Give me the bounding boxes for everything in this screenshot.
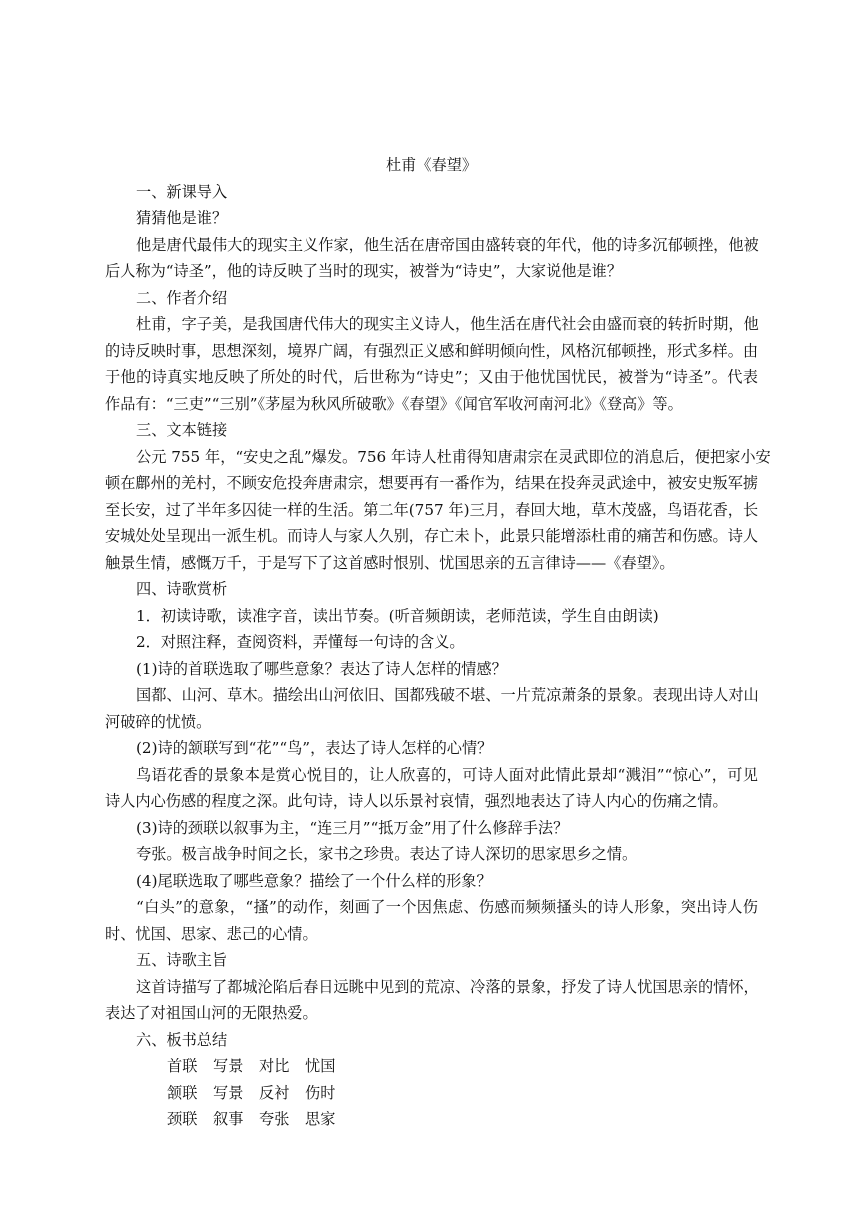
board-cell: 对比 [259,1057,290,1075]
board-cell: 夸张 [259,1110,290,1128]
answer-line: 鸟语花香的景象本是赏心悦目的，让人欣喜的，可诗人面对此情此景却“溅泪”“惊心”，可见 [136,765,758,784]
board-cell: 反衬 [259,1083,290,1102]
paragraph-line: 他是唐代最伟大的现实主义作家，他生活在唐帝国由盛转衰的年代，他的诗多沉郁顿挫，他被 [136,235,759,254]
list-item: 2．对照注释，查阅资料，弄懂每一句诗的含义。 [136,633,465,651]
answer-line: 夸张。极言战争时间之长，家书之珍贵。表达了诗人深切的思家思乡之情。 [136,845,638,863]
paragraph-line: 表达了对祖国山河的无限热爱。 [105,1004,318,1022]
answer-line: 时、忧国、思家、悲己的心情。 [105,924,318,943]
section-heading: 五、诗歌主旨 [136,951,228,969]
board-cell: 写景 [213,1083,244,1102]
paragraph-line: 后人称为“诗圣”，他的诗反映了当时的现实，被誉为“诗史”，大家说他是谁？ [105,262,623,280]
question: (2)诗的颔联写到“花”“鸟”，表达了诗人怎样的心情？ [136,739,493,757]
question: (4)尾联选取了哪些意象？描绘了一个什么样的形象？ [136,871,492,890]
board-row [105,1106,758,1133]
question: (1)诗的首联选取了哪些意象？表达了诗人怎样的情感？ [136,659,507,678]
list-item: 1．初读诗歌，读准字音，读出节奏。(听音频朗读，老师范读，学生自由朗读) [136,606,659,625]
section-heading: 六、板书总结 [136,1030,228,1049]
board-cell: 叙事 [213,1110,244,1128]
paragraph-line: 安城处处呈现出一派生机。而诗人与家人久别，存亡未卜，此景只能增添杜甫的痛苦和伤感。诗人 [105,527,759,545]
question: (3)诗的颈联以叙事为主，“连三月”“抵万金”用了什么修辞手法？ [136,818,569,837]
paragraph-line: 触景生情，感慨万千，于是写下了这首感时恨别、忧国思亲的五言律诗——《春望》。 [105,553,675,572]
paragraph-line: 公元 755 年，“安史之乱”爆发。756 年诗人杜甫得知唐肃宗在灵武即位的消息后，便把家小安 [136,447,771,466]
paragraph-line: 杜甫，字子美，是我国唐代伟大的现实主义诗人，他生活在唐代社会由盛而衰的转折时期，他 [136,315,759,333]
document-title: 杜甫《春望》 [385,156,478,174]
board-cell: 忧国 [305,1057,336,1075]
paragraph-line: 这首诗描写了都城沦陷后春日远眺中见到的荒凉、冷落的景象，抒发了诗人忧国思亲的情怀， [136,977,759,996]
paragraph-line: 的诗反映时事，思想深刻，境界广阔，有强烈正义感和鲜明倾向性，风格沉郁顿挫，形式多样。由 [105,341,759,360]
paragraph-line: 至长安，过了半年多囚徒一样的生活。第二年(757 年)三月，春回大地，草木茂盛，鸟语花香，长 [105,500,759,519]
answer-line: “白头”的意象，“搔”的动作，刻画了一个因焦虑、伤感而频频搔头的诗人形象，突出诗人伤 [136,898,758,916]
section-heading: 四、诗歌赏析 [136,580,228,598]
board-cell: 颈联 [167,1110,198,1128]
paragraph-line: 顿在鄜州的羌村，不顾安危投奔唐肃宗，想要再有一番作为，结果在投奔灵武途中，被安史叛军掳 [105,474,759,492]
board-row [105,1080,758,1107]
board-row [105,1053,758,1080]
board-cell: 思家 [305,1110,336,1128]
document-page [105,152,771,1133]
paragraph-line: 猜猜他是谁？ [136,209,228,227]
section-heading: 三、文本链接 [136,421,228,439]
answer-line: 国都、山河、草木。描绘出山河依旧、国都残破不堪、一片荒凉萧条的景象。表现出诗人对山 [136,686,759,704]
board-cell: 首联 [167,1057,198,1075]
board-cell: 伤时 [305,1083,336,1102]
section-heading: 二、作者介绍 [136,288,228,307]
answer-line: 诗人内心伤感的程度之深。此句诗，诗人以乐景衬哀情，强烈地表达了诗人内心的伤痛之情。 [105,792,728,810]
board-cell: 写景 [213,1057,244,1075]
paragraph-line: 作品有：“三吏”“三别”《茅屋为秋风所破歌》《春望》《闻官军收河南河北》《登高》等。 [105,394,683,413]
board-cell: 颔联 [167,1083,198,1102]
paragraph-line: 于他的诗真实地反映了所处的时代，后世称为“诗史”；又由于他忧国忧民，被誉为“诗圣”。代表 [105,368,758,386]
answer-line: 河破碎的忧愤。 [105,712,212,731]
section-heading: 一、新课导入 [136,182,228,201]
